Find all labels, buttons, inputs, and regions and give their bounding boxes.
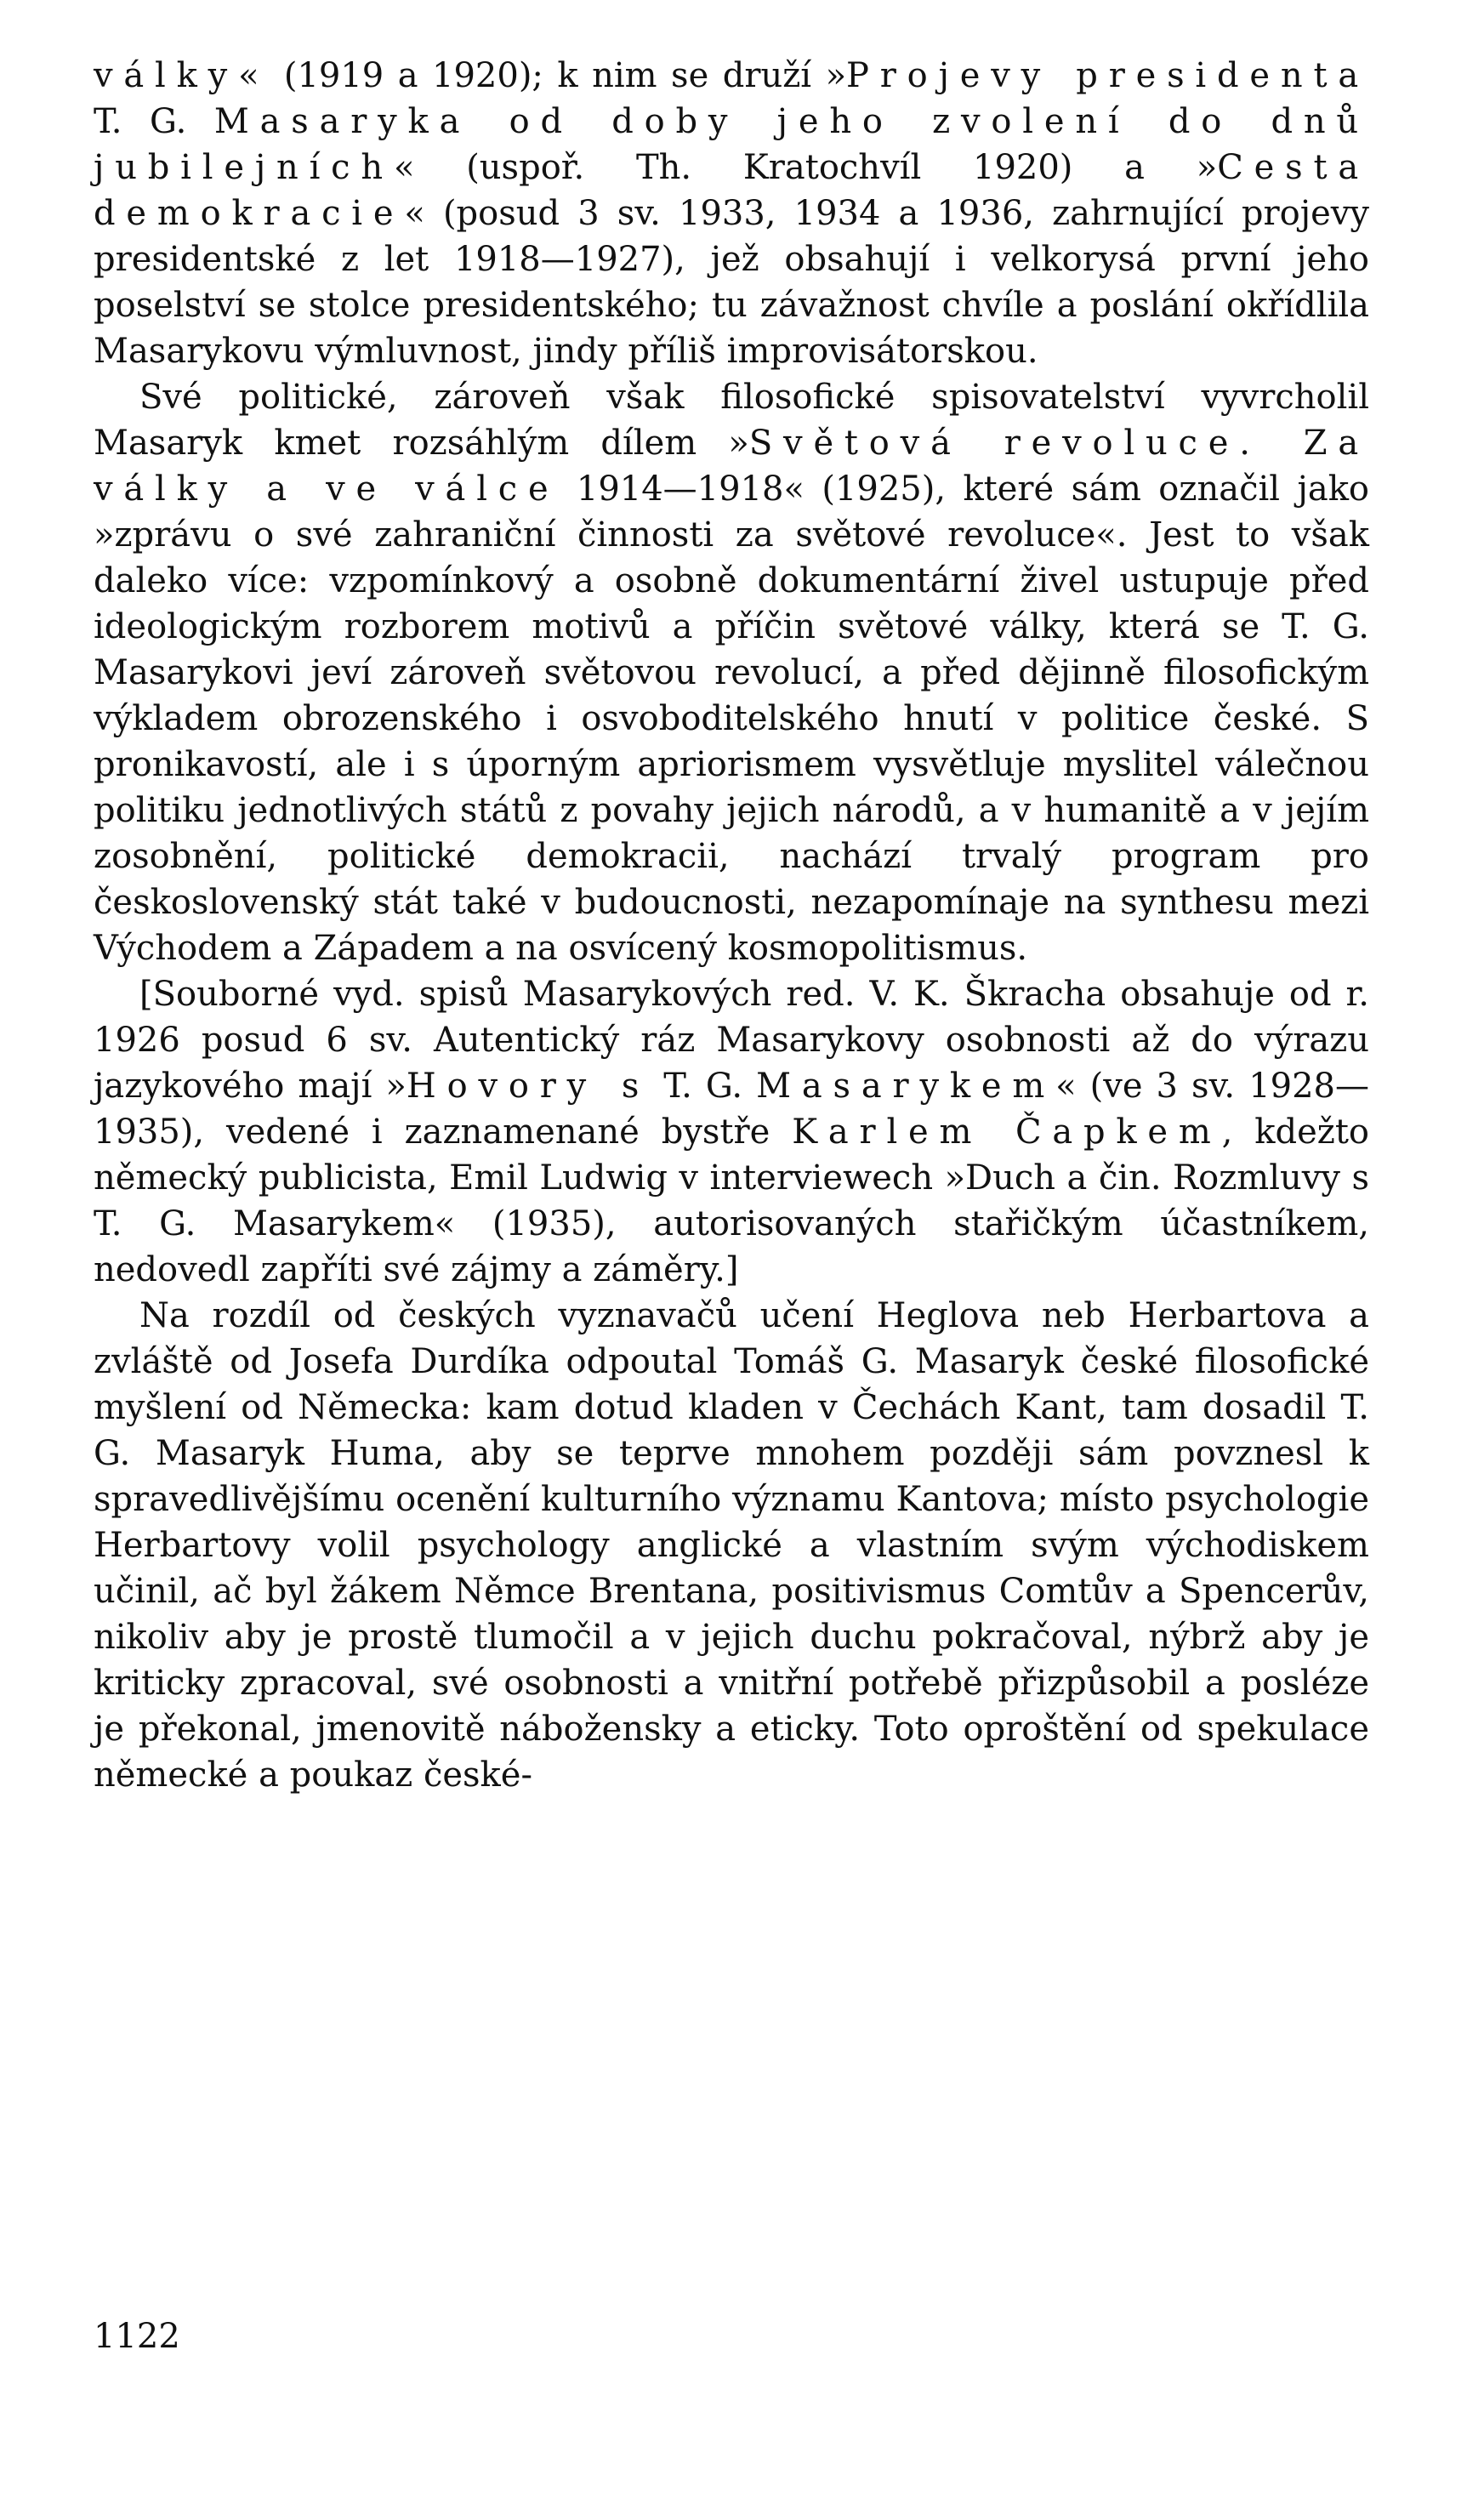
text-run: « (ve 3 sv. 1928—1935), vedené i zaznamenané bystře <box>94 1067 1369 1152</box>
spaced-text-run: Masarykem <box>756 1067 1056 1106</box>
spaced-text-run: války« <box>94 56 270 95</box>
spaced-text-run: Světová revoluce. Za války a ve válce <box>94 424 1369 509</box>
text-run: 1914—1918« (1925), které sám označil jako »zprávu o své zahraniční činnosti za světové revoluce«. Jest to však daleko více: vzpomínkový a osobně dokumentární živel ustupuje před ideologickým rozborem motivů a příčin světové války, která se T. G. Masarykovi jeví zároveň světovou revolucí, a před dějinně filosofickým výkladem obrozenského i osvoboditelského hnutí v politice české. S pronikavostí, ale i s úporným apriorismem vysvětluje myslitel válečnou politiku jednotlivých států z povahy jejich národů, a v humanitě a v jejím zosobnění, politické demokracii, nachází trvalý program pro československý stát také v budoucnosti, nezapomínaje na synthesu mezi Východem a Západem a na osvícený kosmopolitismus. <box>94 469 1370 968</box>
spaced-text-run: Projevy presidenta <box>846 56 1369 95</box>
text-run: T. G. <box>94 102 214 141</box>
page-number: 1122 <box>94 2317 180 2356</box>
spaced-text-run: Cesta demokracie <box>94 148 1369 233</box>
text-run: , kdežto německý publicista, Emil Ludwig v interviewech »Duch a čin. Rozmluvy s T. G. Masarykem« (1935), autorisovaných stařičkým účastníkem, nedovedl zapříti své zájmy a záměry.] <box>94 1112 1369 1289</box>
text-run: (1919 a 1920); k nim se druží » <box>270 56 847 95</box>
text-run: Své politické, zároveň však filosofické spisovatelství vyvrcholil Masaryk kmet rozsáhlým dílem » <box>94 378 1369 463</box>
page-body <box>94 53 1369 1798</box>
text-run: « (posud 3 sv. 1933, 1934 a 1936, zahrnující projevy presidentské z let 1918—1927), jež obsahují i velkorysá první jeho poselství se stolce presidentského; tu závažnost chvíle a poslání okřídlila Masarykovu výmluvnost, jindy příliš improvisátorskou. <box>94 194 1369 371</box>
text-run: [Souborné vyd. spisů Masarykových red. V. K. Škracha obsahuje od r. 1926 posud 6 sv. Autentický ráz Masarykovy osobnosti až do výrazu jazykového mají » <box>94 975 1369 1106</box>
spaced-text-run: Hovory s <box>406 1067 651 1106</box>
text-run: T. G. <box>650 1067 757 1106</box>
paragraph-1 <box>94 53 1369 374</box>
paragraph-3 <box>94 971 1369 1293</box>
text-run: « (uspoř. Th. Kratochvíl 1920) a » <box>393 148 1218 187</box>
text-run: Na rozdíl od českých vyznavačů učení Heglova neb Herbartova a zvláště od Josefa Durdíka odpoutal Tomáš G. Masaryk české filosofické myšlení od Německa: kam dotud kladen v Čechách Kant, tam dosadil T. G. Masaryk Huma, aby se teprve mnohem později sám povznesl k spravedlivějšímu ocenění kulturního významu Kantova; místo psychologie Herbartovy volil psychology anglické a vlastním svým východiskem učinil, ač byl žákem Němce Brentana, positivismus Comtův a Spencerův, nikoliv aby je prostě tlumočil a v jejich duchu pokračoval, nýbrž aby je kriticky zpracoval, své osobnosti a vnitřní potřebě přizpůsobil a posléze je překonal, jmenovitě nábožensky a eticky. Toto oproštění od spekulace německé a poukaz české- <box>94 1296 1369 1795</box>
spaced-text-run: Masaryka od doby jeho zvolení do dnů jubilejních <box>94 102 1369 187</box>
paragraph-4 <box>94 1293 1369 1798</box>
spaced-text-run: Karlem Čapkem <box>792 1112 1222 1152</box>
paragraph-2 <box>94 374 1369 971</box>
